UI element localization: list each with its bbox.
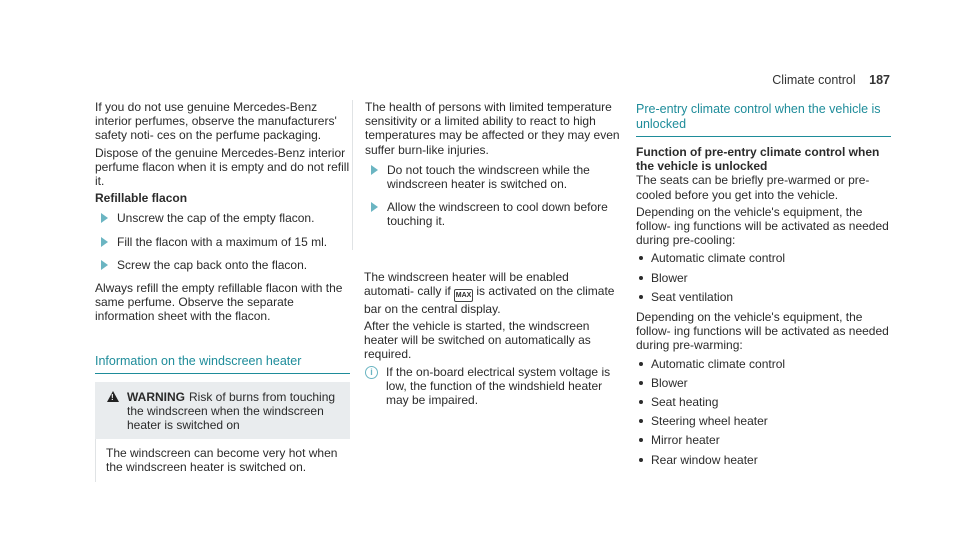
step-item xyxy=(95,211,350,225)
page-header xyxy=(772,73,890,87)
seats-paragraph: The seats can be briefly pre-warmed or pre- cooled before you get into the vehicle. xyxy=(636,173,870,202)
warning-label: WARNING xyxy=(127,389,185,404)
list-item: Blower xyxy=(636,271,891,285)
warning-box xyxy=(95,382,350,482)
page-number: 187 xyxy=(869,73,890,87)
step-arrow-icon xyxy=(101,237,108,247)
step-text: Do not touch the windscreen while the windscreen heater is switched on. xyxy=(387,162,590,192)
list-item: Blower xyxy=(636,376,891,390)
warning-triangle-icon xyxy=(107,391,119,402)
function-heading: Function of pre-entry climate control when the vehicle is unlocked xyxy=(636,145,880,174)
step-arrow-icon xyxy=(371,165,378,175)
refillable-flacon-heading: Refillable flacon xyxy=(95,191,188,206)
step-text: Screw the cap back onto the flacon. xyxy=(117,257,308,272)
step-item xyxy=(365,163,620,191)
warning-continuation xyxy=(352,100,620,250)
always-refill-paragraph: Always refill the empty refillable flacon with the same perfume. Observe the separate information sheet with the flacon. xyxy=(95,281,343,324)
pre-warming-intro: Depending on the vehicle's equipment, the follow- ing functions will be activated as needed during pre-warming: xyxy=(636,310,889,353)
warning-header xyxy=(95,382,350,440)
perfume-safety-paragraph: If you do not use genuine Mercedes-Benz interior perfumes, observe the manufacturers' safety noti- ces on the perfume packaging. xyxy=(95,100,337,143)
list-item: Automatic climate control xyxy=(636,357,891,371)
step-text: Unscrew the cap of the empty flacon. xyxy=(117,211,315,226)
list-item: Automatic climate control xyxy=(636,251,891,265)
step-item xyxy=(95,235,350,249)
dispose-paragraph: Dispose of the genuine Mercedes-Benz interior perfume flacon when it is empty and do not refill it. xyxy=(95,145,350,189)
column-middle xyxy=(364,100,620,407)
warning-body: The windscreen can become very hot when the windscreen heater is switched on. xyxy=(95,439,350,481)
step-item xyxy=(95,258,350,272)
section-name: Climate control xyxy=(772,73,856,87)
pre-cooling-list xyxy=(636,251,891,304)
list-item: Rear window heater xyxy=(636,453,891,467)
step-arrow-icon xyxy=(101,260,108,270)
pre-entry-section-title: Pre-entry climate control when the vehicle is unlocked xyxy=(636,102,891,137)
step-arrow-icon xyxy=(371,202,378,212)
step-arrow-icon xyxy=(101,213,108,223)
step-text: Fill the flacon with a maximum of 15 ml. xyxy=(117,234,328,249)
max-defrost-icon: MAX xyxy=(454,289,473,302)
auto-enable-paragraph xyxy=(364,270,620,316)
list-item: Mirror heater xyxy=(636,433,891,447)
list-item: Steering wheel heater xyxy=(636,414,891,428)
list-item: Seat ventilation xyxy=(636,290,891,304)
health-paragraph: The health of persons with limited temperature sensitivity or a limited ability to react to high temperatures may be affected or they may even suffer burn-like injuries. xyxy=(365,100,620,157)
auto-enable-text-b: is activated on the climate bar on the central display. xyxy=(364,283,615,316)
warning-text: Risk of burns from touching the windscreen when the windscreen heater is switched on xyxy=(127,389,336,433)
info-icon: i xyxy=(365,366,378,379)
pre-cooling-intro: Depending on the vehicle's equipment, the follow- ing functions will be activated as needed during pre-cooling: xyxy=(636,204,889,248)
step-item xyxy=(365,200,620,228)
column-right xyxy=(636,100,891,473)
windscreen-heater-section-title: Information on the windscreen heater xyxy=(95,354,350,374)
step-text: Allow the windscreen to cool down before touching it. xyxy=(387,200,608,229)
pre-warming-list xyxy=(636,357,891,467)
list-item: Seat heating xyxy=(636,395,891,409)
auto-enable-text-a: The windscreen heater will be enabled automati- cally if xyxy=(364,269,569,298)
column-left xyxy=(95,100,350,482)
note-text: If the on-board electrical system voltage is low, the function of the windshield heater may be impaired. xyxy=(386,364,611,408)
after-start-paragraph: After the vehicle is started, the windscreen heater will be switched on automatically as required. xyxy=(364,319,591,362)
note-item xyxy=(364,365,620,408)
